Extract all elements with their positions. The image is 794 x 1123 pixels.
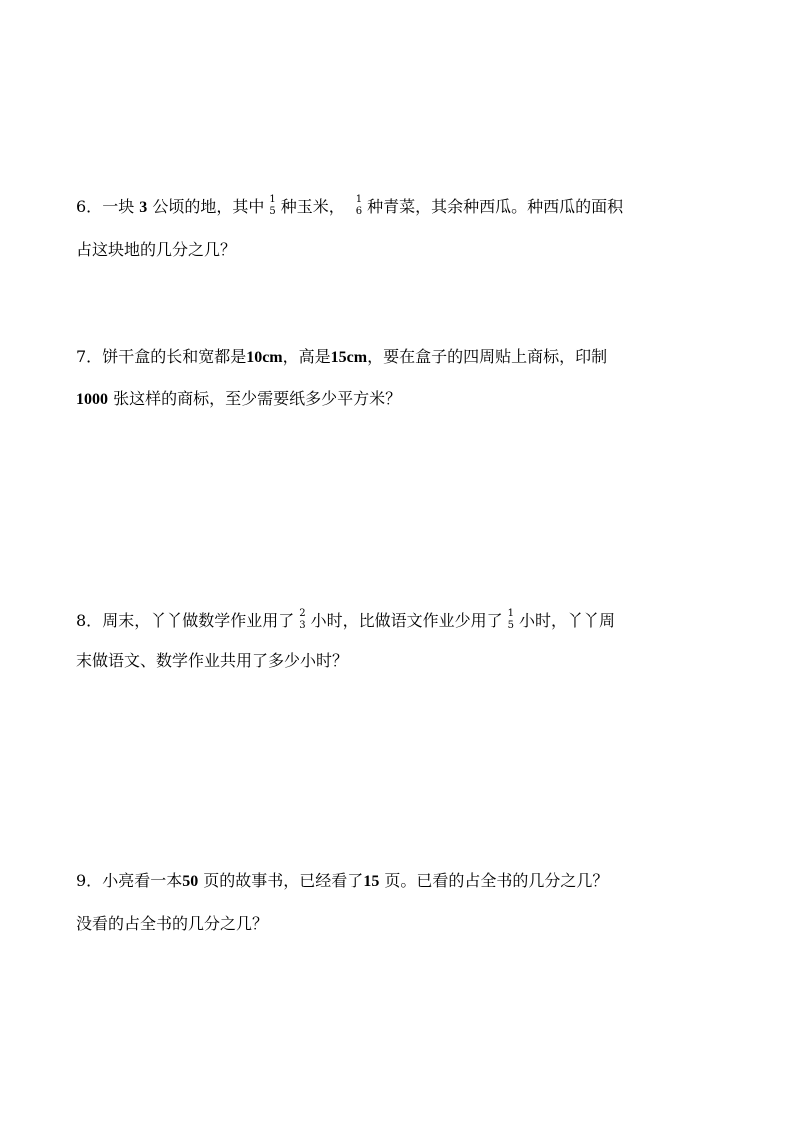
problem-6-text-e: 种青菜，其余种西瓜。种西瓜的面积 [367, 197, 624, 216]
problem-6-text-c: 公顷的地，其中 [152, 197, 265, 216]
fraction-one-sixth [355, 194, 363, 217]
problem-7-count-value: 1000 [76, 391, 108, 408]
problem-9-line-2 [76, 914, 268, 934]
problem-7-number: 7． [76, 347, 103, 366]
problem-9-line-1 [76, 871, 608, 892]
problem-8-text-a: 周末，丫丫做数学作业用了 [102, 611, 295, 630]
problem-9-text-a: 小亮看一本 [102, 871, 183, 890]
problem-8-text-b: 小时，比做语文作业少用了 [310, 611, 503, 630]
fraction-numerator: 2 [299, 608, 306, 619]
problem-6-text-a: 一块 [102, 197, 135, 216]
problem-6-text-d: 种玉米， [280, 197, 345, 216]
fraction-denominator: 5 [507, 620, 514, 631]
fraction-numerator: 1 [269, 194, 276, 205]
fraction-two-thirds [298, 608, 306, 631]
fraction-denominator: 6 [355, 206, 363, 217]
problem-6-line-1 [76, 196, 623, 219]
fraction-numerator: 1 [355, 194, 363, 205]
problem-7-text-c: ，高是 [282, 347, 331, 366]
problem-7-text-e: ，要在盒子的四周贴上商标，印制 [367, 347, 608, 366]
fraction-one-fifth [507, 608, 515, 631]
problem-9-text-c: 页的故事书，已经看了 [203, 871, 364, 890]
problem-9-number: 9． [76, 871, 103, 890]
problem-8-line-2 [76, 651, 348, 671]
fraction-one-fifth [268, 194, 276, 217]
problem-9-text-line2: 没看的占全书的几分之几？ [76, 914, 269, 933]
problem-7-height-value: 15cm [330, 349, 368, 366]
fraction-denominator: 3 [299, 620, 306, 631]
problem-8-text-line2: 末做语文、数学作业共用了多少小时？ [76, 651, 349, 670]
problem-7-line-1 [76, 347, 607, 368]
problem-9-total-pages: 50 [182, 873, 199, 890]
problem-6-line-2 [76, 240, 236, 260]
problem-8-number: 8． [76, 611, 103, 630]
problem-7-line-2 [76, 389, 401, 410]
problem-6-text-line2: 占这块地的几分之几？ [76, 240, 237, 259]
problem-8-text-c: 小时，丫丫周 [518, 611, 615, 630]
problem-7-text-line2: 张这样的商标，至少需要纸多少平方米？ [113, 389, 402, 408]
problem-9-text-e: 页。已看的占全书的几分之几？ [384, 871, 609, 890]
problem-7-length-value: 10cm [246, 349, 283, 366]
problem-9-read-pages: 15 [363, 873, 380, 890]
fraction-denominator: 5 [269, 206, 276, 217]
problem-6-area-value: 3 [139, 199, 148, 216]
fraction-numerator: 1 [507, 608, 514, 619]
problem-8-line-1 [76, 610, 615, 633]
problem-7-text-a: 饼干盒的长和宽都是 [102, 347, 247, 366]
problem-6-number: 6． [76, 197, 103, 216]
